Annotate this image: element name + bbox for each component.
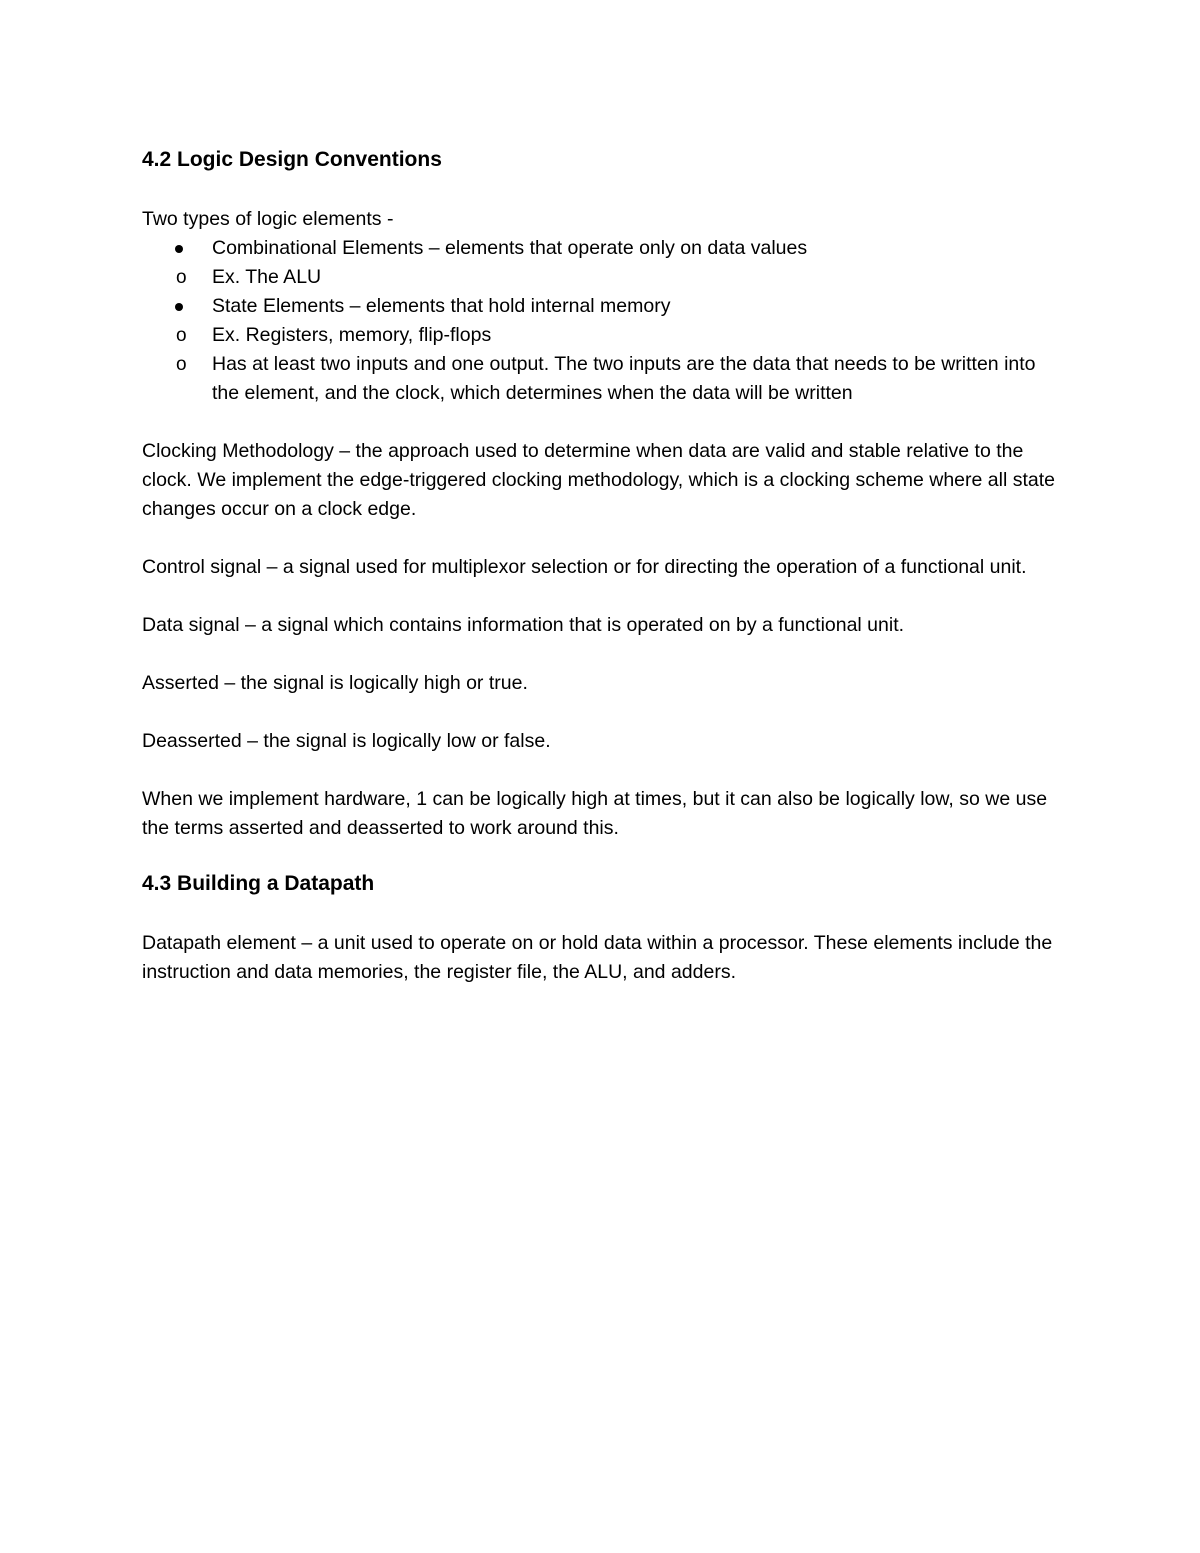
bullet-icon	[175, 303, 183, 311]
datapath-element-paragraph: Datapath element – a unit used to operate on or hold data within a processor. These elements include the instruction and data memories, the register file, the ALU, and adders.	[142, 932, 1053, 983]
sub-list	[142, 321, 1072, 408]
logic-elements-list	[142, 234, 1072, 408]
list-item-text: State Elements – elements that hold internal memory	[212, 295, 671, 317]
document-page	[142, 140, 1072, 987]
list-item-state	[142, 292, 1072, 408]
sub-list-item	[142, 263, 1072, 292]
sub-list-item-text: Ex. The ALU	[212, 266, 322, 288]
circle-bullet-icon: o	[176, 325, 187, 346]
deasserted-paragraph: Deasserted – the signal is logically low or false.	[142, 730, 551, 752]
clocking-methodology-paragraph: Clocking Methodology – the approach used to determine when data are valid and stable relative to the clock. We implement the edge-triggered clocking methodology, which is a clocking scheme where all state changes occur on a clock edge.	[142, 440, 1055, 520]
sub-list-item	[142, 321, 1072, 350]
list-item-combinational	[142, 234, 1072, 292]
section-heading-4-2: 4.2 Logic Design Conventions	[142, 148, 442, 171]
asserted-paragraph: Asserted – the signal is logically high or true.	[142, 672, 528, 694]
control-signal-paragraph: Control signal – a signal used for multiplexor selection or for directing the operation of a functional unit.	[142, 556, 1027, 578]
sub-list-item-text: Ex. Registers, memory, flip-flops	[212, 324, 492, 346]
section-heading-4-3: 4.3 Building a Datapath	[142, 872, 375, 895]
logic-elements-intro: Two types of logic elements -	[142, 208, 394, 230]
sub-list	[142, 263, 1072, 292]
circle-bullet-icon: o	[176, 354, 187, 375]
sub-list-item	[142, 350, 1072, 408]
circle-bullet-icon: o	[176, 267, 187, 288]
sub-list-item-text: Has at least two inputs and one output. The two inputs are the data that needs to be written into the element, and the clock, which determines when the data will be written	[212, 353, 1036, 404]
hardware-note-paragraph: When we implement hardware, 1 can be logically high at times, but it can also be logically low, so we use the terms asserted and deasserted to work around this.	[142, 788, 1048, 839]
bullet-icon	[175, 245, 183, 253]
list-item-text: Combinational Elements – elements that operate only on data values	[212, 237, 808, 259]
data-signal-paragraph: Data signal – a signal which contains information that is operated on by a functional unit.	[142, 614, 905, 636]
